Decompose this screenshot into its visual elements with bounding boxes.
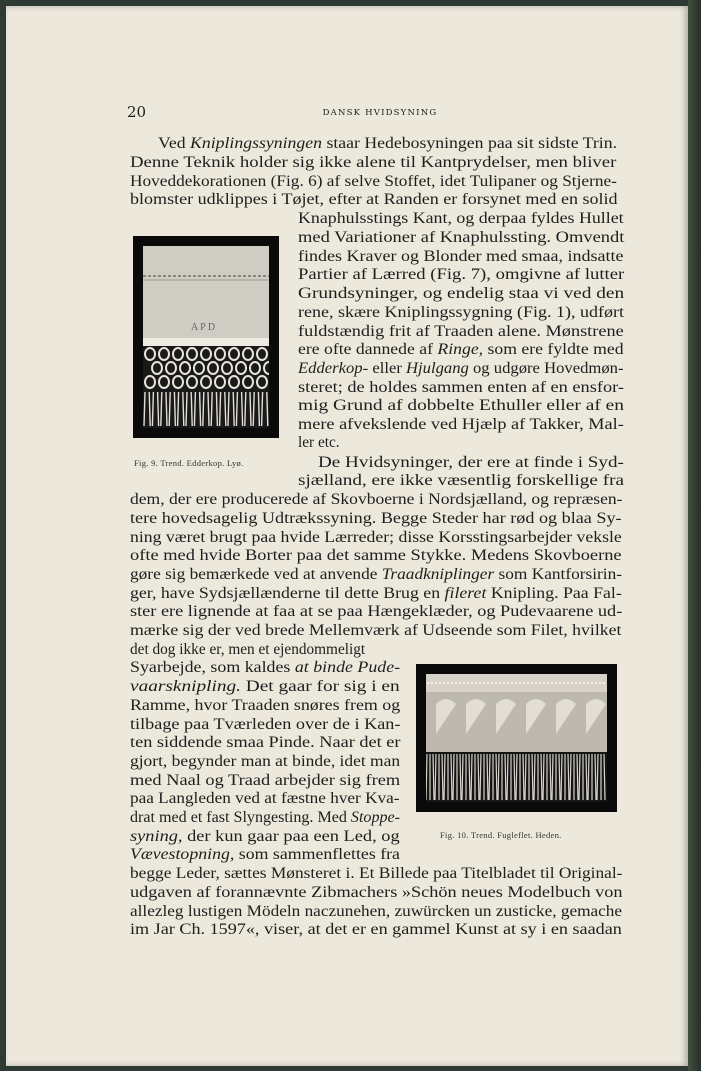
text-line: mærke sig der ved brede Mellemværk af Udseende som Filet, hvilket [130, 622, 622, 639]
page-number: 20 [127, 103, 147, 121]
text-line: Denne Teknik holder sig ikke alene til Kantprydelser, men bliver [130, 154, 617, 171]
text-line: ere ofte dannede af Ringe, som ere fyldte med [298, 341, 624, 358]
text-line: tilbage paa Tværleden over de i Kan- [130, 716, 401, 733]
text-line: Edderkop- eller Hjulgang og udgøre Hovedmøn- [298, 360, 624, 377]
text-line: paa Langleden ved at fæstne hver Kva- [130, 790, 400, 807]
text-line: ning været brugt paa hvide Lærreder; disse Korsstingsarbejder veksle [130, 529, 622, 546]
text-line: steret; de holdes sammen enten af en ensfor- [298, 379, 624, 396]
text-line: Hoveddekorationen (Fig. 6) af selve Stoffet, idet Tulipaner og Stjerne- [130, 173, 617, 190]
text-line: drat med et fast Slyngesting. Med Stoppe- [130, 809, 401, 826]
text-line: ten siddende smaa Pinde. Naar det er [130, 734, 401, 751]
text-line: det dog ikke er, men et ejendommeligt [130, 641, 366, 658]
text-line: Ramme, hvor Traaden snøres frem og [130, 697, 401, 714]
text-line: udgaven af forannævnte Zibmachers »Schön neues Modelbuch von [130, 884, 623, 901]
text-line: De Hvidsyninger, der ere at finde i Syd- [318, 454, 624, 471]
text-line: Knaphulsstings Kant, og derpaa fyldes Hullet [298, 210, 624, 227]
figure-9-image [133, 236, 279, 438]
text-line: med Variationer af Knaphulssting. Omvendt [298, 229, 625, 246]
text-line: dem, der ere producerede af Skovboerne i Nordsjælland, og repræsen- [130, 491, 623, 508]
text-line: allezleg lustigen Mödeln naczunehen, zuwürcken un zusticke, gemache [130, 903, 623, 920]
text-line: Partier af Lærred (Fig. 7), omgivne af lutter [298, 266, 625, 283]
text-line: blomster udklippes i Tøjet, efter at Randen er forsynet med en solid [130, 191, 618, 208]
text-line: ger, have Sydsjællænderne til dette Brug en fileret Knipling. Paa Fal- [130, 585, 622, 602]
text-line: gjort, begynder man at binde, idet man [130, 753, 401, 770]
text-line: Grundsyninger, og endelig staa vi ved den [298, 285, 625, 302]
fig9-initials: A P D [191, 322, 216, 333]
figure-9-caption: Fig. 9. Trend. Edderkop. Lyø. [134, 458, 244, 468]
text-line: ofte med hvide Borter paa det samme Stykke. Medens Skovboerne [130, 547, 622, 564]
text-line: mere afvekslende ved Hjælp af Takker, Mal- [298, 416, 624, 433]
text-line: findes Kraver og Blonder med smaa, indsatte [298, 248, 624, 265]
figure-9-illustration [143, 246, 269, 428]
text-line: begge Leder, sættes Mønsteret i. Et Billede paa Titelbladet til Original- [130, 865, 623, 882]
text-line: mig Grund af dobbelte Ethuller eller af en [298, 397, 624, 414]
text-line: sjælland, ere ikke væsentlig forskellige fra [298, 472, 624, 489]
text-line: vaarsknipling. Det gaar for sig i en [130, 678, 400, 695]
text-line: im Jar Ch. 1597«, viser, at det er en gammel Kunst at sy i en saadan [130, 921, 622, 938]
figure-10-caption: Fig. 10. Trend. Fugleflet. Heden. [440, 830, 562, 840]
text-line: tere hovedsagelig Udtrækssyning. Begge Steder har rød og blaa Sy- [130, 510, 622, 527]
running-title: DANSK HVIDSYNING [322, 108, 438, 118]
text-line: rene, skære Kniplingssygning (Fig. 1), udført [298, 304, 625, 321]
book-binding-edge [688, 0, 701, 1071]
figure-10-image [416, 664, 617, 812]
figure-10-illustration [426, 674, 607, 802]
text-line: fuldstændig frit af Traaden alene. Mønstrene [298, 323, 624, 340]
text-line: Vævestopning, som sammenflettes fra [130, 846, 400, 863]
text-line: Syarbejde, som kaldes at binde Pude- [130, 659, 401, 676]
text-line: Ved Kniplingssyningen staar Hedebosyningen paa sit sidste Trin. [158, 135, 618, 152]
text-line: ler etc. [298, 434, 340, 451]
text-line: gøre sig bemærkede ved at anvende Traadkniplinger som Kantforsirin- [130, 566, 623, 583]
text-line: ster ere lignende at faa at se paa Hængeklæder, og Pudevaarene ud- [130, 603, 623, 620]
text-line: med Naal og Traad arbejder sig frem [130, 772, 401, 789]
text-line: syning, der kun gaar paa een Led, og [130, 828, 400, 845]
